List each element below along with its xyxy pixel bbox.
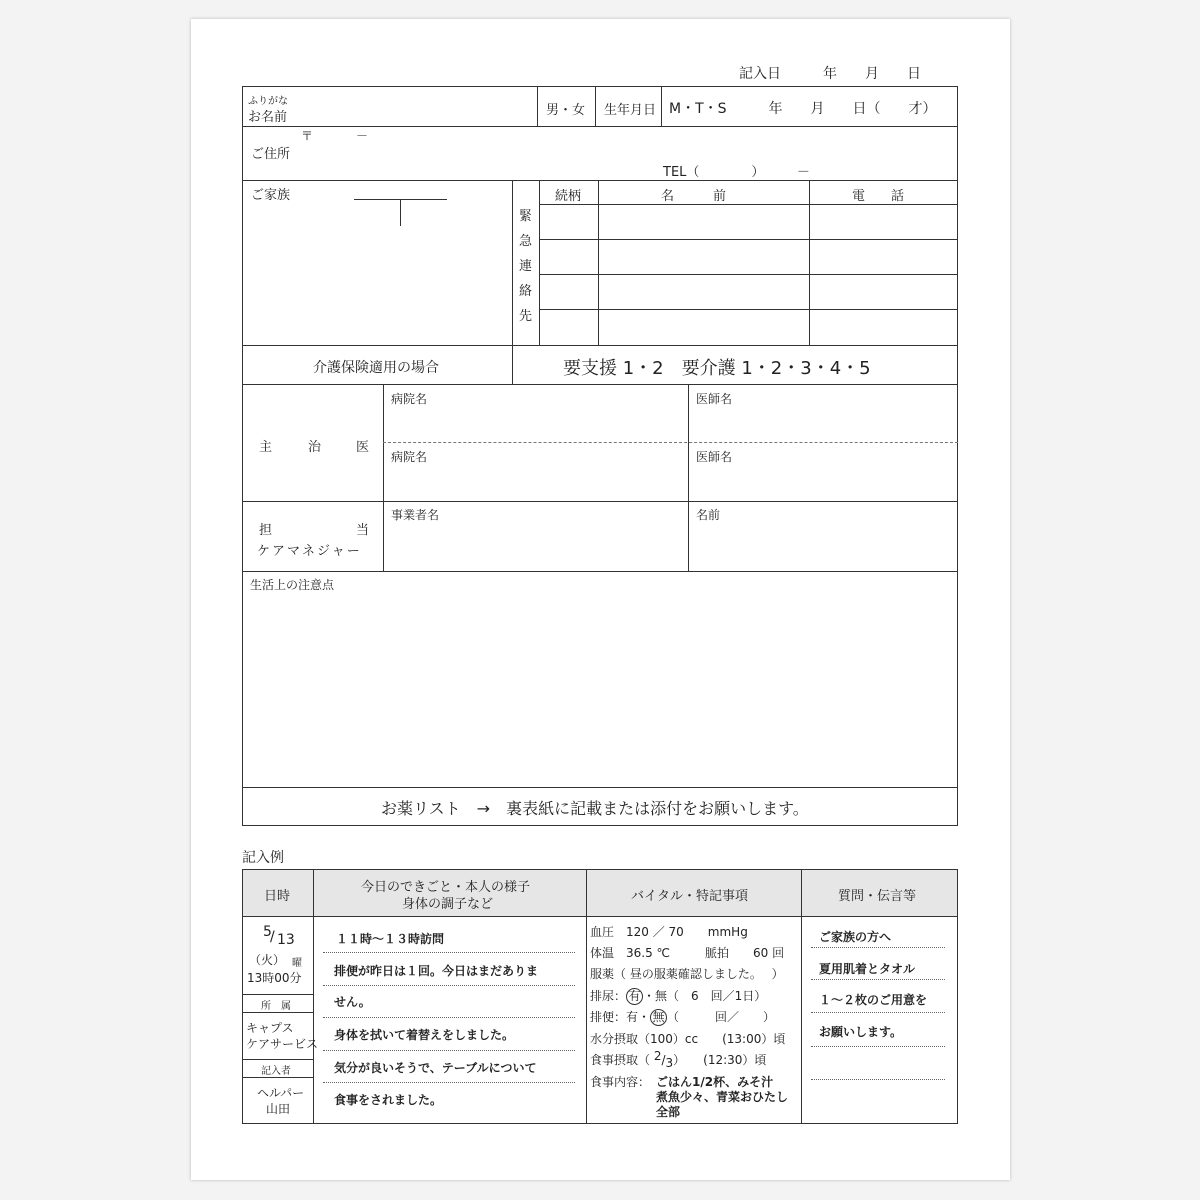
doctor-name-label-2: 医師名 [696,450,733,464]
date-weekday-suffix: 曜 [292,958,302,969]
datetime-header: 日時 [264,889,291,904]
event-line-3: せん。 [334,995,371,1009]
affiliation-2: ケアサービス [246,1037,319,1051]
vital-bp: 血圧 120 ／ 70 mmHg [590,925,748,939]
question-line-3: １～２枚のご用意を [819,993,928,1007]
events-header-1: 今日のできごと・本人の様子 [361,880,531,895]
question-line-2: 夏用肌着とタオル [819,962,916,976]
emergency-char-2: 急 [519,234,533,249]
vital-temp: 体温 36.5 ℃ [590,946,671,960]
event-line-4: 身体を拭いて着替えをしました。 [334,1028,515,1042]
contact-name-header: 名 前 [661,189,727,204]
doctor-char-1: 主 [259,440,273,455]
date-weekday: （火） [249,953,286,967]
affiliation-1: キャプス [246,1021,294,1035]
doctor-char-3: 医 [356,440,370,455]
urine-yes-circled: 有 [626,988,643,1005]
stool-no-circled: 無 [650,1009,667,1026]
birth-label: 生年月日 [604,103,657,118]
questions-header: 質問・伝言等 [838,889,917,904]
furigana-label: ふりがな [248,96,288,107]
birth-value: M・T・S 年 月 日（ 才） [669,101,937,117]
name-label: お名前 [248,110,288,125]
date-day: 13 [277,932,295,948]
provider-label: 事業者名 [391,508,440,522]
example-title: 記入例 [242,850,284,866]
events-header-2: 身体の調子など [402,897,494,912]
emergency-char-5: 先 [519,309,533,324]
profile-table [242,86,958,826]
vital-urine: 排尿： 有 ・無（ 6 回／1日） [590,989,767,1003]
meal-content-3: 全部 [656,1105,681,1119]
form-page: 記入日 年 月 日 ふりがな お名前 男・女 生年月日 M・T・S 年 月 日（ 才） 〒 － ご住所 TEL（ ） － ご家族 緊 急 連 絡 先 続柄 名 前 電 話 介護保険適用の場合 要支援 1・2 要介護 1・2・3・4・5 主 治 医 病院名 医師名 病院名 医師名 担 当 ケアマネジャー 事業者名 名前 生活上の注意点 お薬リスト → 裏表紙に記載または添付をお願いします。 記入例 日時 今日のできごと・本人の様子 身体の調子など バイタル・特記事項 質問・伝言等 5 / 13 （火） 曜 13時00分 所 属 キャプス ケアサービス 記入者 ヘルパー 山田 １１時～１３時訪問 排便が昨日は１回。今日はまだありま せん。 身体を拭いて着替えをしました。 気分が良いそうで、テーブルについて 食事をされました。 血圧 120 ／ 70 mmHg 体温 36.5 ℃ 脈拍 60 回 服薬（ 昼の服薬確認しました。 ） 排尿： 有 ・無（ 6 回／1日） 排便：有・ 無 （ 回／ ） 水分摂取（100）cc (13:00）頃 食事摂取（ 2/3） (12:30）頃 食事内容： ごはん1/2杯、みそ汁 煮魚少々、青菜おひたし 全部 ご家族の方へ 夏用肌着とタオル １～２枚のご用意を お願いします。 [191,19,1010,1180]
emergency-char-3: 連 [519,259,533,274]
affiliation-label: 所 属 [261,1001,291,1012]
address-label: ご住所 [251,147,291,162]
date-month: 5 [263,924,272,940]
gender-label: 男・女 [546,103,586,118]
family-label: ご家族 [251,188,291,203]
date-time: 13時00分 [247,971,302,985]
vitals-header: バイタル・特記事項 [631,889,749,904]
meal-content-2: 煮魚少々、青菜おひたし [656,1090,789,1104]
notes-label: 生活上の注意点 [250,578,335,592]
writer-2: 山田 [266,1102,291,1116]
care-level: 要支援 1・2 要介護 1・2・3・4・5 [563,358,871,379]
event-line-1: １１時～１３時訪問 [336,932,445,946]
manager-char-1: 担 [259,523,273,538]
care-insurance-label: 介護保険適用の場合 [313,360,439,376]
doctor-name-label-1: 医師名 [696,392,733,406]
question-line-1: ご家族の方へ [819,930,892,944]
relation-header: 続柄 [555,189,582,204]
emergency-char-4: 絡 [519,284,533,299]
postal-dash: － [356,129,369,143]
hospital-label-2: 病院名 [391,450,428,464]
tel-label: TEL（ ） － [663,165,810,180]
meal-content-1: ごはん1/2杯、みそ汁 [656,1075,774,1089]
doctor-char-2: 治 [308,440,322,455]
meal-numerator: 2 [653,1049,662,1063]
question-line-4: お願いします。 [819,1025,903,1039]
event-line-2: 排便が昨日は１回。今日はまだありま [334,964,539,978]
manager-name-label: 名前 [696,508,721,522]
medicine-note: お薬リスト → 裏表紙に記載または添付をお願いします。 [381,799,809,818]
event-line-6: 食事をされました。 [334,1093,443,1107]
hospital-label-1: 病院名 [391,392,428,406]
vital-meal: 食事摂取（ 2/3） (12:30）頃 [590,1049,767,1070]
phone-header: 電 話 [852,189,905,204]
event-line-5: 気分が良いそうで、テーブルについて [334,1061,537,1075]
writer-label: 記入者 [261,1066,291,1077]
vital-stool: 排便：有・ 無 （ 回／ ） [590,1010,776,1024]
care-manager-label: ケアマネジャー [257,544,362,559]
meal-denominator: 3 [665,1056,674,1070]
meal-content-label: 食事内容： [590,1075,651,1089]
vital-meds: 服薬（ 昼の服薬確認しました。 ） [590,967,784,981]
manager-char-2: 当 [356,523,370,538]
entry-date: 記入日 年 月 日 [739,66,921,82]
vital-water: 水分摂取（100）cc (13:00）頃 [590,1032,786,1046]
vital-pulse: 脈拍 60 回 [705,946,785,960]
emergency-char-1: 緊 [519,209,533,224]
postal-mark: 〒 [301,129,314,143]
writer-1: ヘルパー [257,1086,305,1100]
